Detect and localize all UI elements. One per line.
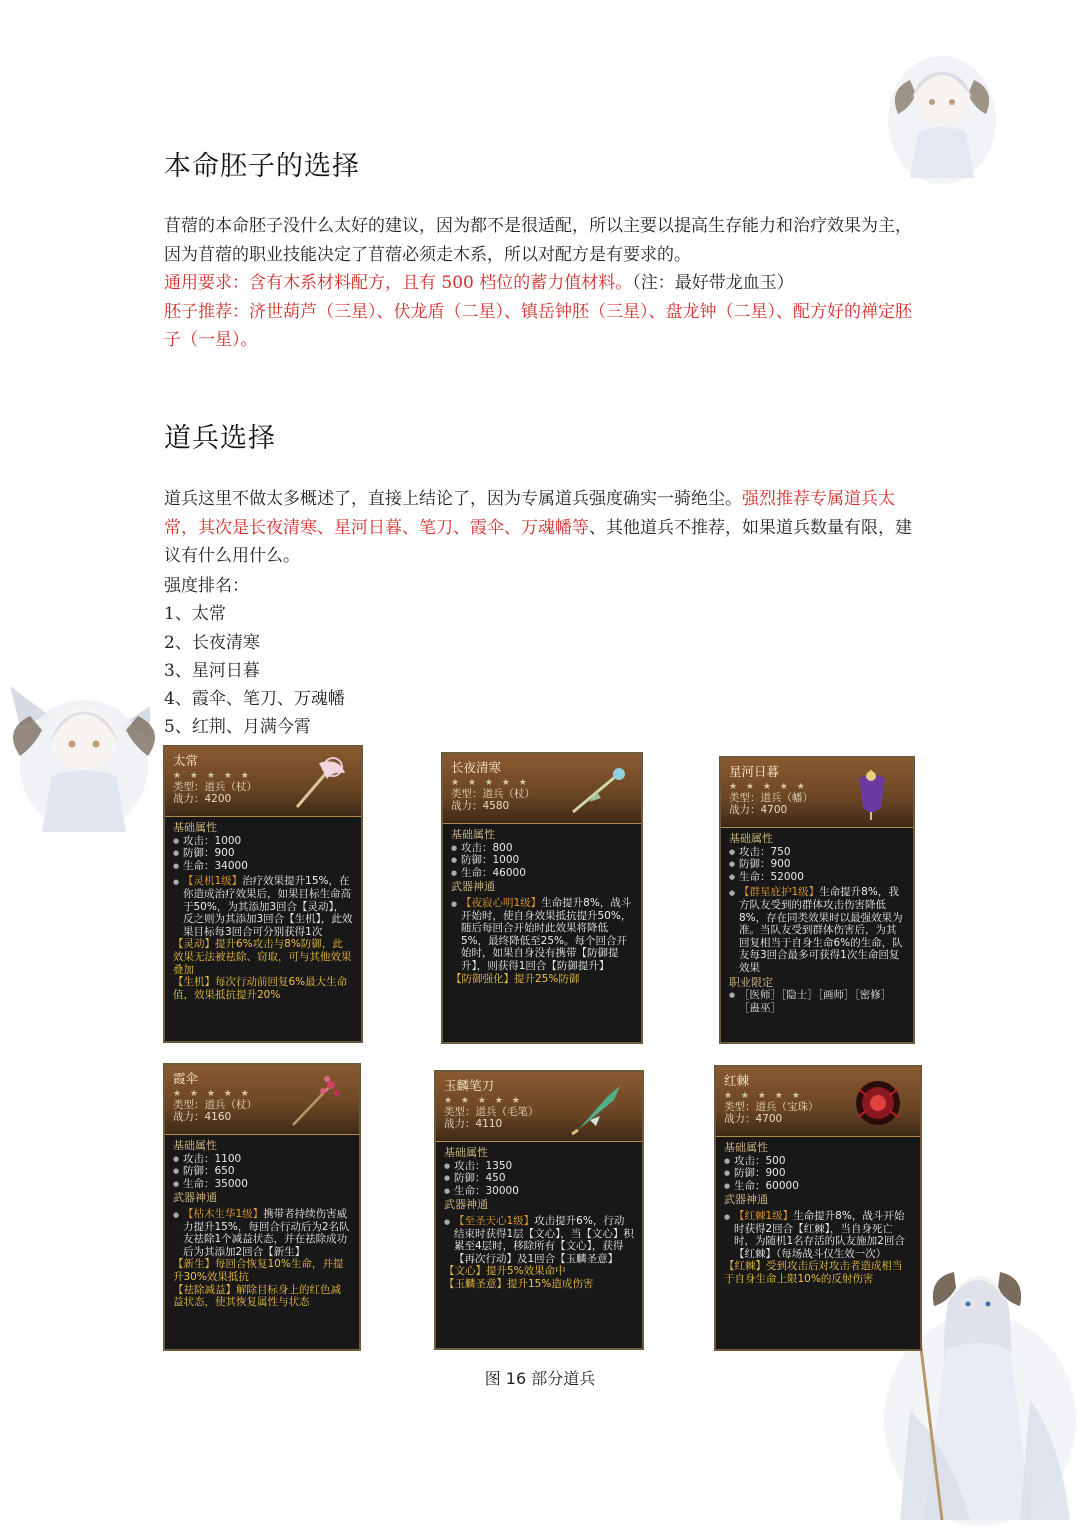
card-header [716, 1067, 920, 1137]
card-type: 类型：道兵（毛笔） [444, 1106, 539, 1118]
star-rating: ★ ★ ★ ★ ★ [173, 1089, 252, 1099]
weapon-card-xinghe [719, 756, 915, 1044]
stat-life: ● 生命：34000 [173, 860, 353, 873]
stat-life: ● 生命：60000 [724, 1180, 912, 1193]
ranking-item: 3、星河日暮 [164, 660, 260, 681]
star-rating: ★ ★ ★ ★ ★ [724, 1091, 803, 1101]
skill-text: 治疗效果提升15%，在你造成治疗效果后，如果目标生命高于50%，为其添加3回合【灵动】，反之则为其添加3回合【生机】，此效果目标每3回合可分别获得1次 [183, 875, 353, 938]
card-power: 战力：4580 [451, 800, 510, 812]
daobing-other-note: 、其他道兵不推荐，如果道兵数量有限，建议有什么用什么。 [164, 517, 912, 566]
banner-weapon-icon [841, 766, 901, 822]
effect-detail: 【新生】每回合恢复10%生命，并提升30%效果抵抗 [173, 1258, 344, 1283]
stat-attack: ● 攻击：500 [724, 1155, 912, 1168]
weapon-skill-label: 武器神通 [451, 880, 495, 894]
stat-attack: ● 攻击：1000 [173, 835, 353, 848]
chibi-character-illustration-top [882, 40, 1002, 188]
stat-defense: ● 防御：450 [444, 1172, 634, 1185]
daobing-intro-text: 道兵这里不做太多概述了，直接上结论了，因为专属道兵强度确实一骑绝尘。 [164, 489, 742, 509]
card-header [443, 754, 641, 824]
stat-defense: ● 防御：900 [729, 858, 905, 871]
job-limit-label: 职业限定 [729, 975, 773, 989]
job-limit-list: ● ［医师］［隐士］［画师］［密修］［蛊巫］ [729, 989, 905, 1014]
skill-text: 攻击提升6%，行动结束时获得1层【文心】，当【文心】积累至4层时，移除所有【文心】，获得【再次行动】及1回合【玉麟圣意】 [454, 1214, 634, 1265]
staff-weapon-icon [289, 755, 349, 811]
section-title-daobing: 道兵选择 [164, 423, 276, 454]
weapon-skill-label: 武器神通 [444, 1198, 488, 1212]
card-header [165, 747, 361, 817]
card-title: 霞伞 [173, 1071, 199, 1086]
stat-attack: ● 攻击：800 [451, 842, 633, 855]
skill-description [444, 1215, 634, 1265]
card-power: 战力：4110 [444, 1118, 503, 1130]
ranking-item: 4、霞伞、笔刀、万魂幡 [164, 689, 345, 710]
weapon-card-yulin [434, 1070, 644, 1350]
effect-detail: 【文心】提升5%效果命中 [444, 1265, 566, 1278]
skill-name: 【夜寂心明1级】 [461, 896, 542, 909]
card-power: 战力：4200 [173, 793, 232, 805]
staff-weapon-icon [569, 762, 629, 818]
stat-attack: ● 攻击：750 [729, 846, 905, 859]
skill-description [724, 1210, 912, 1260]
ranking-item: 5、红荆、月满今霄 [164, 717, 311, 738]
stat-attack: ● 攻击：1100 [173, 1153, 351, 1166]
stat-life: ● 生命：52000 [729, 871, 905, 884]
card-type: 类型：道兵（宝珠） [724, 1101, 819, 1113]
card-header [436, 1072, 642, 1142]
card-header [721, 758, 913, 828]
card-title: 太常 [173, 753, 199, 768]
card-power: 战力：4700 [724, 1113, 783, 1125]
orb-weapon-icon [848, 1075, 908, 1131]
ranking-item: 2、长夜清寒 [164, 632, 260, 653]
weapon-card-taichang [163, 745, 363, 1043]
skill-description [173, 875, 353, 938]
card-title: 星河日暮 [729, 764, 780, 779]
chibi-character-illustration-left [0, 666, 164, 836]
weapon-skill-label: 武器神通 [173, 1191, 217, 1205]
embryo-recommendation: 胚子推荐：济世葫芦（三星）、伏龙盾（二星）、镇岳钟胚（三星）、盘龙钟（二星）、配方好的禅定胚子（一星）。 [164, 301, 912, 350]
skill-text: 携带者持续伤害威力提升15%，每回合行动后为2名队友祛除1个减益状态，并在祛除成功后为其添加2回合【新生】 [183, 1207, 350, 1258]
benming-paragraph [164, 212, 924, 355]
skill-name: 【枯木生华1级】 [183, 1207, 264, 1220]
star-rating: ★ ★ ★ ★ ★ [444, 1096, 523, 1106]
base-attr-label: 基础属性 [173, 1139, 217, 1152]
brush-blade-icon [570, 1080, 630, 1136]
card-type: 类型：道兵（杖） [451, 788, 535, 800]
base-attr-label: 基础属性 [444, 1146, 488, 1159]
general-requirement: 通用要求：含有木系材料配方，且有 500 档位的蓄力值材料。 [164, 273, 633, 293]
weapon-card-xiasan [163, 1063, 361, 1351]
skill-text: 生命提升8%，我方队友受到的群体攻击伤害降低8%，存在同类效果时以最强效果为准。当队友受到群体伤害后，为其回复相当于自身生命6%的生命，队友每3回合最多可获得1次生命回复效果 [739, 886, 903, 974]
card-type: 类型：道兵（杖） [173, 781, 257, 793]
card-power: 战力：4700 [729, 804, 788, 816]
stat-life: ● 生命：35000 [173, 1178, 351, 1191]
card-title: 玉麟笔刀 [444, 1078, 495, 1093]
ranking-title: 强度排名： [164, 576, 249, 596]
daobing-recommendation: 强烈推荐专属道兵太常，其次是长夜清寒、星河日暮、笔刀、霞伞、万魂幡等 [164, 489, 895, 538]
card-type: 类型：道兵（幡） [729, 792, 813, 804]
stat-defense: ● 防御：1000 [451, 854, 633, 867]
effect-detail: 【祛除减益】解除目标身上的红色减益状态，使其恢复属性与状态 [173, 1283, 341, 1309]
effect-detail: 【玉麟圣意】提升15%造成伤害 [444, 1277, 594, 1290]
ranking-item: 1、太常 [164, 604, 226, 625]
figure-caption: 图 16 部分道兵 [484, 1369, 596, 1388]
requirement-note: （注：最好带龙血玉） [632, 273, 794, 293]
stat-life: ● 生命：46000 [451, 867, 633, 880]
card-type: 类型：道兵（杖） [173, 1099, 257, 1111]
strength-ranking-list [164, 572, 345, 742]
stat-defense: ● 防御：900 [173, 847, 353, 860]
base-attr-label: 基础属性 [173, 821, 217, 834]
card-title: 长夜清寒 [451, 760, 502, 775]
section-title-benming: 本命胚子的选择 [164, 151, 360, 182]
effect-detail: 【防御强化】提升25%防御 [451, 972, 580, 985]
stat-attack: ● 攻击：1350 [444, 1160, 634, 1173]
skill-name: 【红棘1级】 [734, 1209, 794, 1222]
benming-intro-text: 苜蓿的本命胚子没什么太好的建议，因为都不是很适配，所以主要以提高生存能力和治疗效果为主，因为苜蓿的职业技能决定了苜蓿必须走木系，所以对配方是有要求的。 [164, 216, 912, 265]
umbrella-staff-icon [287, 1073, 347, 1129]
effect-detail: 【灵动】提升6%攻击与8%防御，此效果无法被祛除、窃取，可与其他效果叠加 [173, 938, 352, 976]
card-header [165, 1065, 359, 1135]
base-attr-label: 基础属性 [729, 832, 773, 845]
skill-description [451, 897, 633, 973]
skill-description [173, 1208, 351, 1258]
card-power: 战力：4160 [173, 1111, 232, 1123]
skill-name: 【灵机1级】 [183, 875, 243, 888]
skill-name: 【至圣天心1级】 [454, 1214, 535, 1227]
weapon-skill-label: 武器神通 [724, 1193, 768, 1207]
effect-detail: 【生机】每次行动前回复6%最大生命值，效果抵抗提升20% [173, 976, 348, 1001]
skill-text: 生命提升8%，战斗开始时，使自身效果抵抗提升50%，随后每回合开始时此效果将降低5%，最终降低至25%。每个回合开始时，如果自身没有携带【防御提升】，则获得1回合【防御提升】 [461, 896, 632, 972]
skill-description [729, 886, 905, 974]
star-rating: ★ ★ ★ ★ ★ [729, 782, 808, 792]
effect-detail: 【红棘】受到攻击后对攻击者造成相当于自身生命上限10%的反射伤害 [724, 1260, 903, 1285]
base-attr-label: 基础属性 [451, 828, 495, 841]
stat-life: ● 生命：30000 [444, 1185, 634, 1198]
star-rating: ★ ★ ★ ★ ★ [451, 778, 530, 788]
stat-defense: ● 防御：650 [173, 1165, 351, 1178]
card-title: 红棘 [724, 1073, 750, 1088]
base-attr-label: 基础属性 [724, 1141, 768, 1154]
daobing-paragraph [164, 485, 924, 571]
skill-text: 生命提升8%，战斗开始时获得2回合【红棘】，当自身死亡时，为随机1名存活的队友施加2回合【红棘】（每场战斗仅生效一次） [734, 1209, 905, 1260]
star-rating: ★ ★ ★ ★ ★ [173, 771, 252, 781]
weapon-card-changye [441, 752, 643, 1044]
skill-name: 【群星庇护1级】 [739, 886, 820, 899]
stat-defense: ● 防御：900 [724, 1167, 912, 1180]
weapon-card-hongji [714, 1065, 922, 1351]
